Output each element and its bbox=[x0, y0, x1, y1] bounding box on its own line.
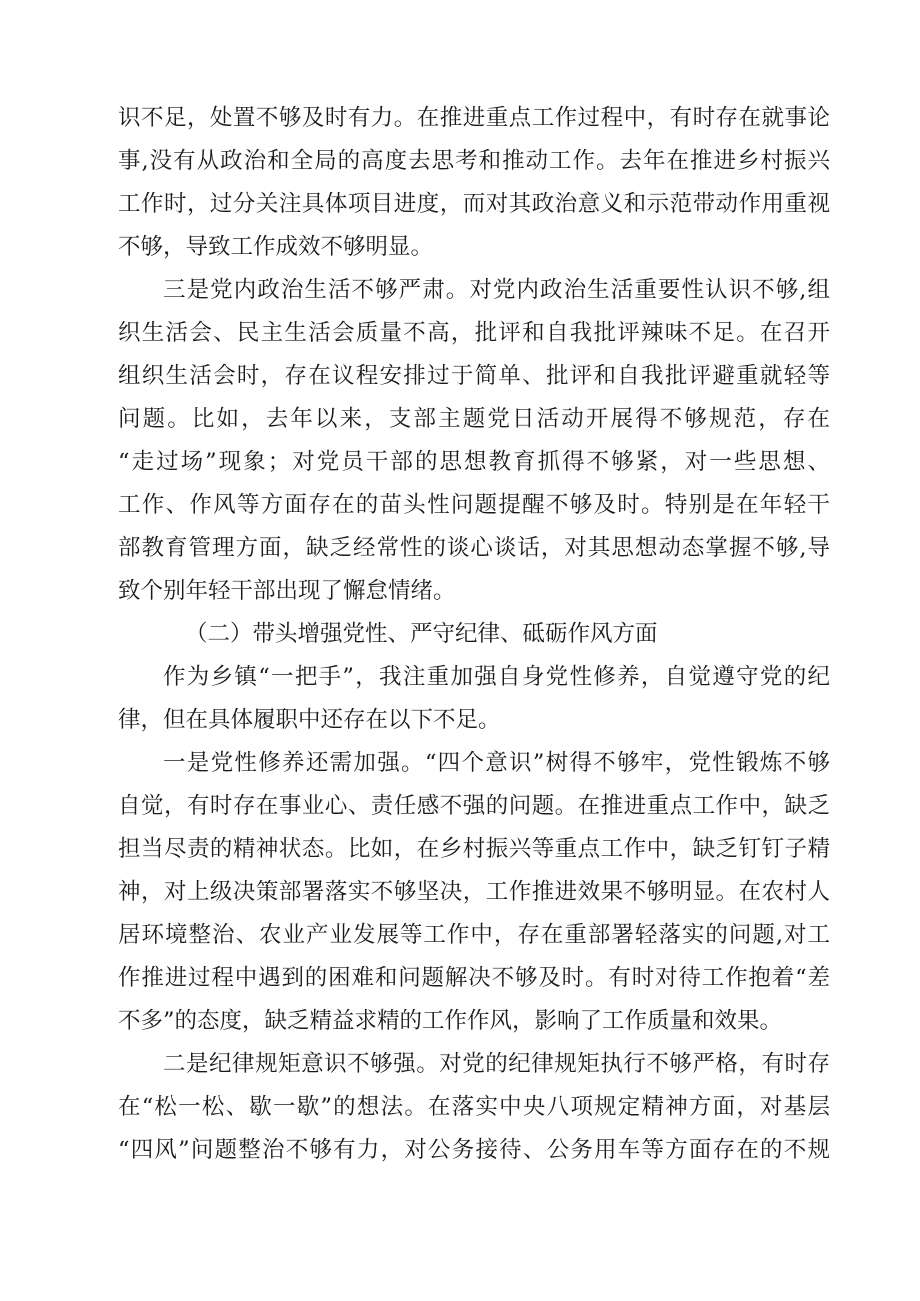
paragraph-first-line: 作为乡镇“一把手”，我注重加强自身党性修养，自觉遵守党的纪 bbox=[163, 664, 830, 690]
text-line: 自觉，有时存在事业心、责任感不强的问题。在推进重点工作中，缺乏 bbox=[118, 793, 830, 819]
text-line: 在“松一松、歇一歇”的想法。在落实中央八项规定精神方面，对基层 bbox=[118, 1094, 830, 1120]
text-line: “走过场”现象；对党员干部的思想教育抓得不够紧，对一些思想、 bbox=[118, 449, 830, 475]
text-line: 工作、作风等方面存在的苗头性问题提醒不够及时。特别是在年轻干 bbox=[118, 492, 830, 518]
text-line: 作推进过程中遇到的困难和问题解决不够及时。有时对待工作抱着“差 bbox=[118, 965, 830, 991]
paragraph-first-line: 三是党内政治生活不够严肃。对党内政治生活重要性认识不够,组 bbox=[163, 277, 830, 303]
text-line: 神，对上级决策部署落实不够坚决，工作推进效果不够明显。在农村人 bbox=[118, 879, 830, 905]
text-line: 不多”的态度，缺乏精益求精的工作作风，影响了工作质量和效果。 bbox=[118, 1008, 783, 1034]
section-heading: （二）带头增强党性、严守纪律、砥砺作风方面 bbox=[185, 621, 658, 647]
paragraph-first-line: 二是纪律规矩意识不够强。对党的纪律规矩执行不够严格，有时存 bbox=[163, 1051, 830, 1077]
text-line: 居环境整治、农业产业发展等工作中，存在重部署轻落实的问题,对工 bbox=[118, 922, 830, 948]
text-line: 问题。比如，去年以来，支部主题党日活动开展得不够规范，存在 bbox=[118, 406, 830, 432]
text-line: 不够，导致工作成效不够明显。 bbox=[118, 234, 434, 260]
text-line: 识不足，处置不够及时有力。在推进重点工作过程中，有时存在就事论 bbox=[118, 105, 830, 131]
text-line: 律，但在具体履职中还存在以下不足。 bbox=[118, 707, 501, 733]
text-line: 致个别年轻干部出现了懈怠情绪。 bbox=[118, 578, 456, 604]
text-line: 织生活会、民主生活会质量不高，批评和自我批评辣味不足。在召开 bbox=[118, 320, 830, 346]
text-line: 部教育管理方面，缺乏经常性的谈心谈话，对其思想动态掌握不够,导 bbox=[118, 535, 830, 561]
text-line: “四风”问题整治不够有力，对公务接待、公务用车等方面存在的不规 bbox=[118, 1137, 830, 1163]
text-line: 组织生活会时，存在议程安排过于简单、批评和自我批评避重就轻等 bbox=[118, 363, 830, 389]
text-line: 工作时，过分关注具体项目进度，而对其政治意义和示范带动作用重视 bbox=[118, 191, 830, 217]
text-line: 担当尽责的精神状态。比如，在乡村振兴等重点工作中，缺乏钉钉子精 bbox=[118, 836, 830, 862]
text-line: 事,没有从政治和全局的高度去思考和推动工作。去年在推进乡村振兴 bbox=[118, 148, 830, 174]
paragraph-first-line: 一是党性修养还需加强。“四个意识”树得不够牢，党性锻炼不够 bbox=[163, 750, 830, 776]
